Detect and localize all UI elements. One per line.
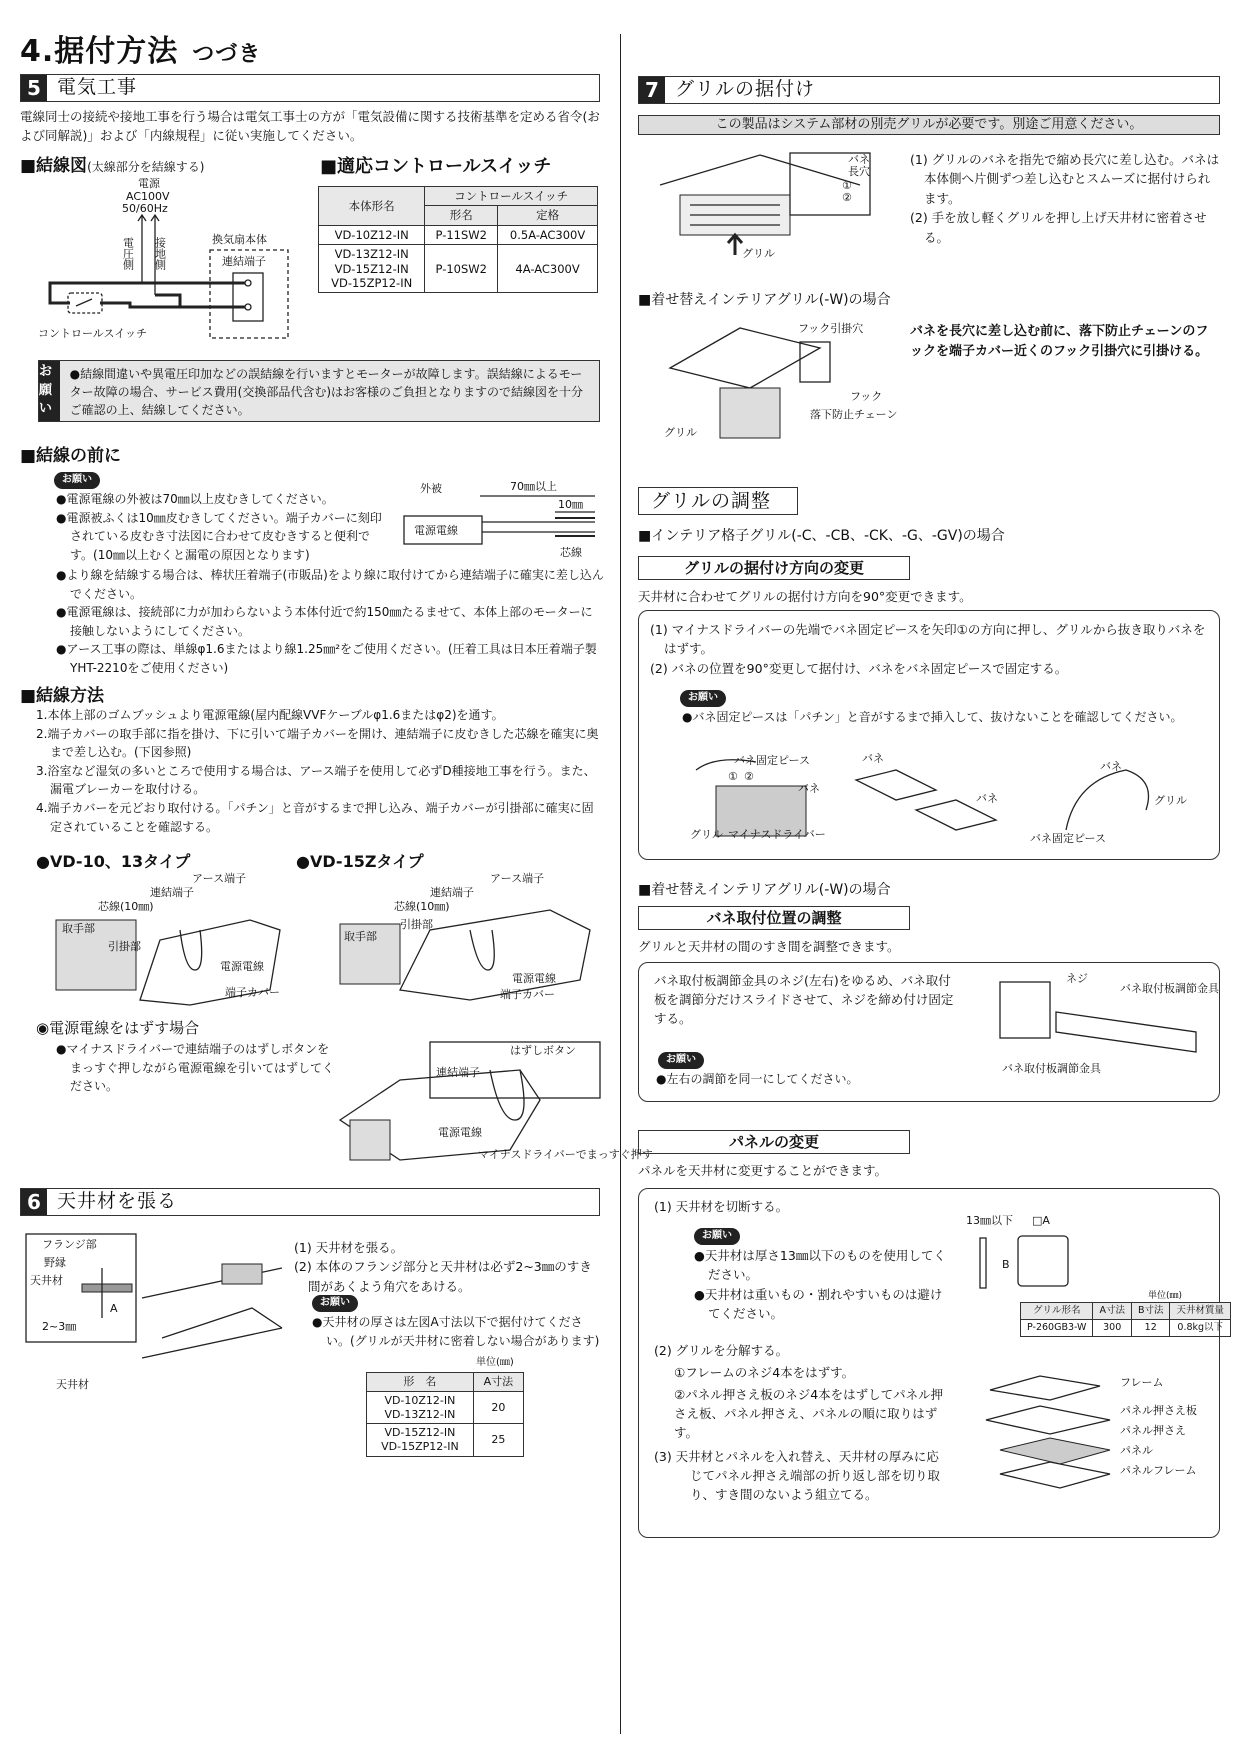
s7-bar: この製品はシステム部材の別売グリルが必要です。別途ご用意ください。	[638, 115, 1220, 135]
svg-text:②: ②	[744, 770, 754, 783]
s7-w-text: バネを長穴に差し込む前に、落下防止チェーンのフックを端子カバー近くのフック引掛穴に引掛ける。	[910, 324, 1209, 359]
p1-notes	[694, 1246, 950, 1324]
wiring-warning	[38, 360, 600, 422]
svg-text:フック: フック	[850, 390, 883, 403]
list-item: 2.端子カバーの取手部に指を掛け、下に引いて端子カバーを開け、連結端子に皮むきした芯線を確実に奥まで差し込む。(下図参照)	[36, 726, 599, 760]
svg-text:端子カバー: 端子カバー	[225, 986, 280, 999]
svg-text:連結端子: 連結端子	[430, 886, 474, 899]
p1-unit: 単位(㎜)	[1148, 1291, 1183, 1301]
p1-tag: お願い	[694, 1228, 740, 1245]
svg-text:天井材: 天井材	[56, 1378, 89, 1391]
svg-text:②: ②	[842, 191, 852, 204]
svg-text:グリル: グリル	[1154, 794, 1187, 807]
svg-text:引掛部: 引掛部	[400, 918, 433, 931]
svg-text:A: A	[110, 1302, 118, 1315]
svg-text:天井材: 天井材	[30, 1274, 63, 1287]
before-wiring-title: ■結線の前に	[20, 446, 122, 466]
warning-tag: お願い	[39, 361, 60, 421]
svg-text:フランジ部: フランジ部	[42, 1238, 97, 1251]
svg-text:アース端子: アース端子	[192, 872, 247, 885]
pos-text: グリルと天井材の間のすき間を調整できます。	[638, 939, 900, 954]
svg-text:連結端子: 連結端子	[436, 1066, 480, 1079]
pos-note: ●左右の調節を同一にしてください。	[656, 1072, 859, 1086]
svg-text:パネルフレーム: パネルフレーム	[1120, 1464, 1197, 1477]
pos-figure	[996, 972, 1219, 1092]
svg-text:バネ取付板調節金具: バネ取付板調節金具	[1120, 982, 1219, 995]
panel-text: パネルを天井材に変更することができます。	[638, 1163, 888, 1178]
svg-text:電源電線: 電源電線	[220, 960, 264, 973]
p1-figure	[960, 1212, 1100, 1296]
p2-step: (2) グリルを分解する。	[654, 1343, 789, 1358]
svg-text:バネ: バネ	[798, 782, 820, 795]
terminal-label: 連結端子	[222, 255, 266, 268]
svg-text:パネル押さえ板: パネル押さえ板	[1120, 1404, 1197, 1417]
before-tag: お願い	[54, 472, 100, 489]
p1-table: グリル形名 A寸法 B寸法 天井材質量 P-260GB3-W 300 12 0.8kg以下	[1020, 1302, 1231, 1337]
table-row: VD-10Z12-IN P-11SW2 0.5A-AC300V	[319, 225, 598, 244]
grille-figure	[650, 145, 900, 265]
svg-text:バネ固定ピース: バネ固定ピース	[734, 754, 811, 767]
p2a-step: ①フレームのネジ4本をはずす。	[674, 1365, 855, 1380]
table-row: VD-10Z12-IN VD-13Z12-IN 20	[367, 1391, 524, 1424]
svg-text:電源電線: 電源電線	[414, 524, 458, 537]
list-item: ●電源電線は、接続部に力が加わらないよう本体付近で約150㎜たるませて、本体上部のモーターに接触しないようにしてください。	[56, 605, 593, 638]
remove-title: ◉電源電線をはずす場合	[36, 1019, 200, 1037]
dir-tag: お願い	[680, 690, 726, 707]
svg-text:バネ固定ピース: バネ固定ピース	[1030, 832, 1107, 845]
svg-text:野縁: 野縁	[44, 1256, 66, 1269]
th-switch: コントロールスイッチ	[425, 187, 598, 206]
lattice-title: ■インテリア格子グリル(-C、-CB、-CK、-G、-GV)の場合	[638, 528, 1005, 544]
list-item: 1.本体上部のゴムブッシュより電源電線(屋内配線VVFケーブルφ1.6またはφ2)を通す。	[36, 708, 504, 722]
svg-text:アース端子: アース端子	[490, 872, 545, 885]
list-item: (2) 手を放し軽くグリルを押し上げ天井材に密着させる。	[910, 210, 1207, 245]
list-item: 3.浴室など湿気の多いところで使用する場合は、アース端子を使用して必ずD種接地工事を行う。また、漏電ブレーカーを取付ける。	[36, 763, 596, 797]
column-divider	[620, 34, 621, 1734]
svg-text:フレーム: フレーム	[1120, 1376, 1164, 1389]
dir-note: ●バネ固定ピースは「パチン」と音がするまで挿入して、抜けないことを確認してください。	[682, 710, 1183, 724]
section-6-header	[20, 1188, 600, 1216]
ctrl-switch-table	[318, 186, 598, 293]
body-label: 換気扇本体	[212, 233, 267, 246]
list-item: ●より線を結線する場合は、棒状圧着端子(市販品)をより線に取付けてから連結端子に確実に差し込んでください。	[56, 568, 604, 601]
svg-text:□A: □A	[1032, 1214, 1050, 1227]
pos-tag: お願い	[658, 1052, 704, 1069]
list-item: ●アース工事の際は、単線φ1.6またはより線1.25㎜²をご使用ください。(圧着工具は日本圧着端子製YHT-2210をご使用ください)	[56, 642, 597, 675]
svg-text:バネ: バネ	[976, 792, 998, 805]
svg-text:①: ①	[728, 770, 738, 783]
table-row: VD-15Z12-IN VD-15ZP12-IN 25	[367, 1424, 524, 1457]
p2b-step: ②パネル押さえ板のネジ4本をはずしてパネル押さえ板、パネル押さえ、パネルの順に取りはずす。	[674, 1387, 944, 1440]
pos-title: バネ取付位置の調整	[638, 906, 910, 930]
svg-text:パネル押さえ: パネル押さえ	[1120, 1424, 1186, 1437]
wiring-diagram-title: ■結線図(太線部分を結線する)	[20, 156, 205, 176]
svg-text:ネジ: ネジ	[1066, 972, 1088, 985]
before-list	[56, 490, 386, 564]
s6-tag: お願い	[312, 1295, 358, 1312]
list-item: (1) マイナスドライバーの先端でバネ固定ピースを矢印①の方向に押し、グリルから抜き取りバネをはずす。	[650, 622, 1206, 657]
section-number: 7	[639, 77, 665, 103]
svg-text:バネ: バネ	[1100, 760, 1122, 773]
svg-text:10㎜: 10㎜	[558, 498, 583, 511]
list-item: ●天井材は重いもの・割れやすいものは避けてください。	[694, 1286, 943, 1322]
svg-text:フック引掛穴: フック引掛穴	[798, 322, 864, 335]
strip-figure	[400, 480, 600, 560]
th-rating: 定格	[498, 206, 598, 225]
svg-text:長穴: 長穴	[848, 165, 870, 178]
section-number: 6	[21, 1189, 47, 1215]
svg-text:グリル: グリル	[664, 426, 697, 439]
power-hz: 50/60Hz	[122, 202, 168, 215]
method-title: ■結線方法	[20, 686, 105, 706]
type-b-title: ●VD-15Zタイプ	[296, 852, 424, 871]
list-item: 4.端子カバーを元どおり取付ける。「パチン」と音がするまで押し込み、端子カバーが引掛部に確実に固定されていることを確認する。	[36, 800, 594, 834]
power-v: AC100V	[126, 190, 170, 203]
warning-text: ●結線間違いや異電圧印加などの誤結線を行いますとモーターが故障します。誤結線によるモーター故障の場合、サービス費用(交換部品代含む)はお客様のご負担となりますので結線図を十分ご確認の上、結線してください。	[69, 367, 584, 417]
dir-title: グリルの据付け方向の変更	[638, 556, 910, 580]
svg-text:グリル: グリル	[690, 828, 723, 841]
s7-steps	[910, 150, 1220, 247]
section-7-header	[638, 76, 1220, 104]
pos-box-text: バネ取付板調節金具のネジ(左右)をゆるめ、バネ取付板を調節分だけスライドさせて、ネジを締め付け固定する。	[654, 973, 954, 1026]
adj-title: グリルの調整	[638, 487, 798, 515]
svg-text:引掛部: 引掛部	[108, 940, 141, 953]
dir-text: 天井材に合わせてグリルの据付け方向を90°変更できます。	[638, 589, 972, 604]
dir-figure	[676, 750, 1216, 856]
svg-text:グリル: グリル	[742, 247, 775, 260]
type-b-figure	[340, 870, 600, 1010]
s6-note: ●天井材の厚さは左図A寸法以下で据付けてください。(グリルが天井材に密着しない場合があります)	[312, 1315, 600, 1348]
svg-text:①: ①	[842, 179, 852, 192]
th-model: 本体形名	[319, 187, 425, 226]
table-row: P-260GB3-W 300 12 0.8kg以下	[1021, 1319, 1231, 1336]
svg-text:バネ: バネ	[862, 752, 884, 765]
remove-figure	[340, 1040, 653, 1170]
power-label: 電源	[138, 177, 160, 190]
svg-text:B: B	[1002, 1258, 1010, 1271]
section-label: 電気工事	[57, 76, 138, 99]
svg-text:芯線(10㎜): 芯線(10㎜)	[98, 900, 154, 913]
svg-text:バネ取付板調節金具: バネ取付板調節金具	[1002, 1062, 1101, 1075]
p3-step: (3) 天井材とパネルを入れ替え、天井材の厚みに応じてパネル押さえ端部の折り返し部を切り取り、すき間のないよう組立てる。	[654, 1449, 941, 1502]
svg-text:13㎜以下: 13㎜以下	[966, 1214, 1013, 1227]
svg-text:取手部: 取手部	[344, 930, 377, 943]
s6-table: 形 名 A寸法 VD-10Z12-IN VD-13Z12-IN 20 VD-15Z12-IN VD-15ZP12-IN 25	[366, 1372, 524, 1457]
section-5-header	[20, 74, 600, 102]
method-list	[36, 706, 602, 836]
s6-unit: 単位(㎜)	[476, 1357, 514, 1368]
svg-text:2~3㎜: 2~3㎜	[42, 1320, 77, 1333]
ctrl-switch-title: ■適応コントロールスイッチ	[320, 156, 552, 177]
before-list-2	[56, 566, 604, 678]
switch-label: コントロールスイッチ	[38, 327, 148, 340]
svg-text:パネル: パネル	[1120, 1444, 1153, 1457]
svg-text:70㎜以上: 70㎜以上	[510, 480, 557, 493]
type-a-figure	[50, 870, 290, 1010]
type-a-title: ●VD-10、13タイプ	[36, 852, 191, 871]
svg-text:芯線: 芯線	[560, 546, 582, 559]
svg-text:落下防止チェーン: 落下防止チェーン	[810, 408, 898, 421]
p1-step: (1) 天井材を切断する。	[654, 1199, 789, 1214]
remove-text: ●マイナスドライバーで連結端子のはずしボタンをまっすぐ押しながら電源電線を引いてはずしてください。	[56, 1042, 335, 1094]
list-item: ●電源被ふくは10㎜皮むきしてください。端子カバーに刻印されている皮むき寸法図に合わせて皮むきすると便利です。(10㎜以上むくと漏電の原因となります)	[56, 510, 382, 562]
list-item: (2) バネの位置を90°変更して据付け、バネをバネ固定ピースで固定する。	[650, 660, 1068, 676]
th-name: 形名	[425, 206, 498, 225]
svg-text:バネ: バネ	[848, 153, 870, 166]
ground-side: 接地側	[153, 237, 167, 270]
svg-text:電源電線: 電源電線	[512, 972, 556, 985]
voltage-side: 電圧側	[121, 237, 135, 270]
svg-text:端子カバー: 端子カバー	[500, 988, 555, 1001]
adj-w-title: ■着せ替えインテリアグリル(-W)の場合	[638, 882, 891, 898]
list-item: (2) 本体のフランジ部分と天井材は必ず2~3㎜のすき間があくよう角穴をあける。	[294, 1259, 592, 1294]
svg-text:マイナスドライバーでまっすぐ押す: マイナスドライバーでまっすぐ押す	[478, 1148, 653, 1161]
svg-text:はずしボタン: はずしボタン	[510, 1044, 576, 1057]
table-row: VD-13Z12-IN VD-15Z12-IN VD-15ZP12-IN P-10SW2 4A-AC300V	[319, 245, 598, 293]
panel-title: パネルの変更	[638, 1130, 910, 1154]
svg-text:連結端子: 連結端子	[150, 886, 194, 899]
svg-text:電源電線: 電源電線	[438, 1126, 482, 1139]
svg-text:外被: 外被	[420, 482, 442, 495]
list-item: ●電源電線の外被は70㎜以上皮むきしてください。	[56, 492, 334, 506]
ceiling-figure	[22, 1228, 292, 1398]
page-title: 4.据付方法 つづき	[20, 34, 262, 69]
list-item: ●天井材は厚さ13㎜以下のものを使用してください。	[694, 1248, 946, 1283]
p2-figure	[980, 1370, 1210, 1500]
s6-steps	[294, 1238, 604, 1296]
wiring-diagram	[30, 175, 300, 345]
chain-figure	[660, 318, 910, 448]
svg-text:マイナスドライバー: マイナスドライバー	[728, 828, 826, 841]
dir-steps	[650, 620, 1210, 678]
list-item: (1) グリルのバネを指先で縮め長穴に差し込む。バネは本体側へ片側ずつ差し込むとスムーズに据付けられます。	[910, 152, 1220, 206]
svg-text:取手部: 取手部	[62, 922, 95, 935]
list-item: (1) 天井材を張る。	[294, 1240, 404, 1255]
svg-text:芯線(10㎜): 芯線(10㎜)	[394, 900, 450, 913]
section-label: 天井材を張る	[57, 1190, 178, 1213]
section-label: グリルの据付け	[675, 78, 816, 101]
s7-w-title: ■着せ替えインテリアグリル(-W)の場合	[638, 292, 891, 308]
section-number: 5	[21, 75, 47, 101]
s5-intro: 電線同士の接続や接地工事を行う場合は電気工事士の方が「電気設備に関する技術基準を定める省令(および同解説)」および「内線規程」に従い実施してください。	[20, 109, 600, 143]
